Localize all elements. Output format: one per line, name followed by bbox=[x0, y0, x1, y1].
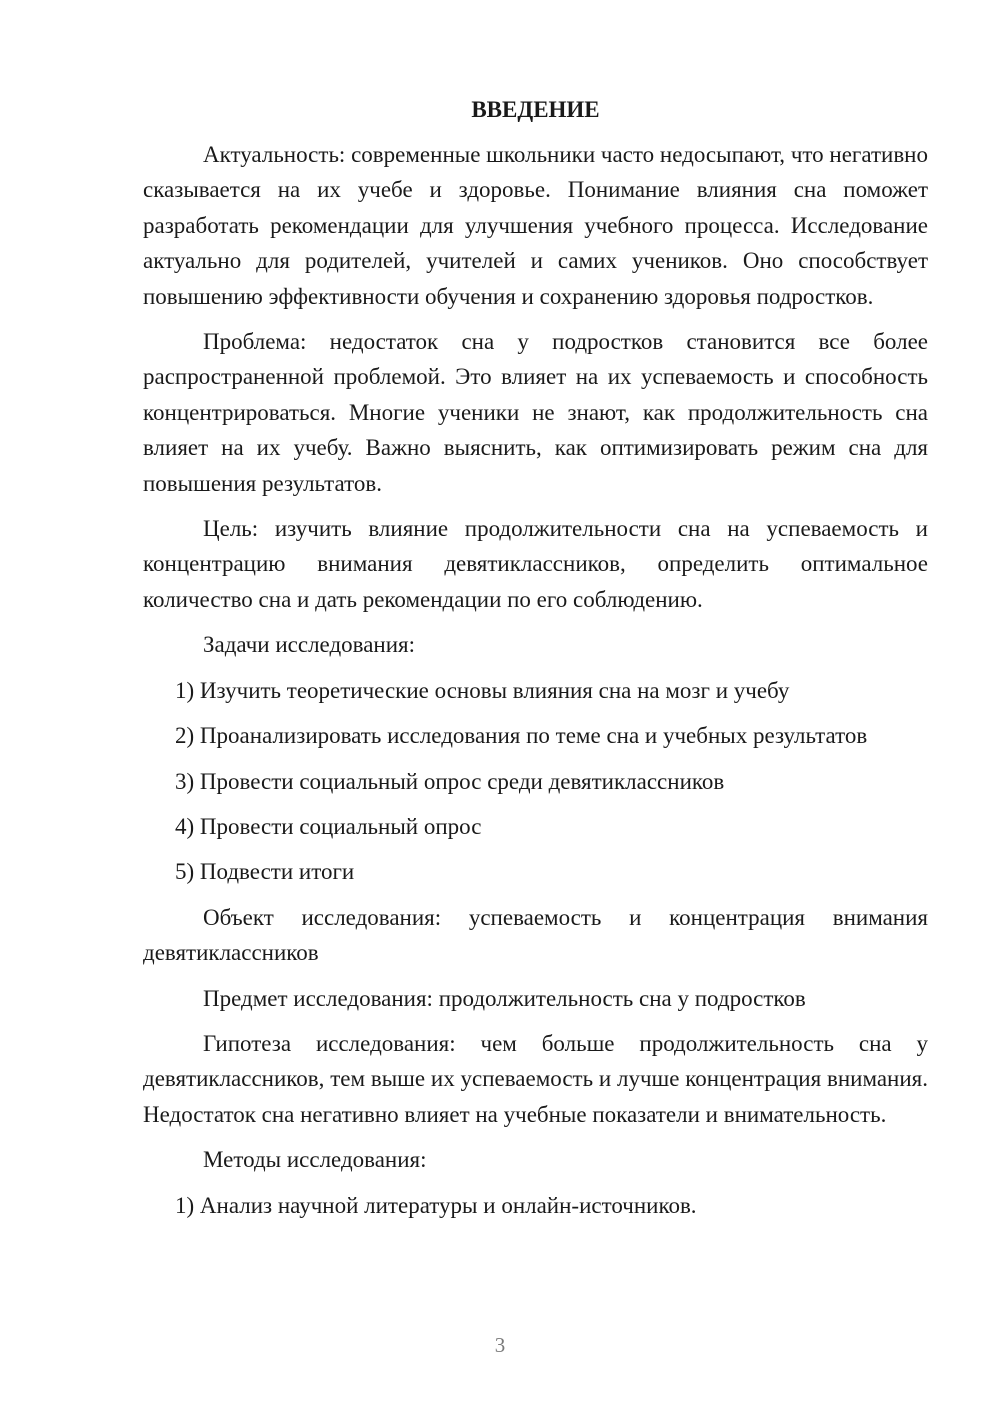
page-content bbox=[143, 92, 928, 1233]
task-item: 3) Провести социальный опрос среди девятиклассников bbox=[175, 768, 725, 794]
tasks-title: Задачи исследования: bbox=[203, 632, 416, 658]
subject-paragraph: Предмет исследования: продолжительность сна у подростков bbox=[203, 985, 806, 1011]
task-item: 4) Провести социальный опрос bbox=[175, 813, 482, 839]
task-item: 2) Проанализировать исследования по теме сна и учебных результатов bbox=[175, 723, 868, 749]
relevance-paragraph: Актуальность: современные школьники часто недосыпают, что негативно сказывается на их учебе и здоровье. Понимание влияния сна поможет разработать рекомендации для улучшения учебного процесса. Исследование актуально для родителей, учителей и самих учеников. Оно способствует повышению эффективности обучения и сохранению здоровья подростков. bbox=[143, 142, 928, 309]
methods-title: Методы исследования: bbox=[203, 1147, 427, 1173]
problem-paragraph: Проблема: недостаток сна у подростков становится все более распространенной проблемой. Это влияет на их успеваемость и способность концентрироваться. Многие ученики не знают, как продолжительность сна влияет на их учебу. Важно выяснить, как оптимизировать режим сна для повышения результатов. bbox=[143, 329, 928, 496]
method-item: 1) Анализ научной литературы и онлайн-источников. bbox=[175, 1192, 697, 1218]
section-heading: ВВЕДЕНИЕ bbox=[471, 97, 600, 122]
task-item: 1) Изучить теоретические основы влияния сна на мозг и учебу bbox=[175, 677, 790, 703]
hypothesis-paragraph: Гипотеза исследования: чем больше продолжительность сна у девятиклассников, тем выше их успеваемость и лучше концентрация внимания. Недостаток сна негативно влияет на учебные показатели и внимательность. bbox=[143, 1030, 928, 1127]
object-paragraph: Объект исследования: успеваемость и концентрация внимания девятиклассников bbox=[143, 904, 928, 966]
page-number: 3 bbox=[494, 1333, 506, 1357]
task-item: 5) Подвести итоги bbox=[175, 859, 355, 885]
goal-paragraph: Цель: изучить влияние продолжительности сна на успеваемость и концентрацию внимания девятиклассников, определить оптимальное количество сна и дать рекомендации по его соблюдению. bbox=[143, 516, 928, 612]
